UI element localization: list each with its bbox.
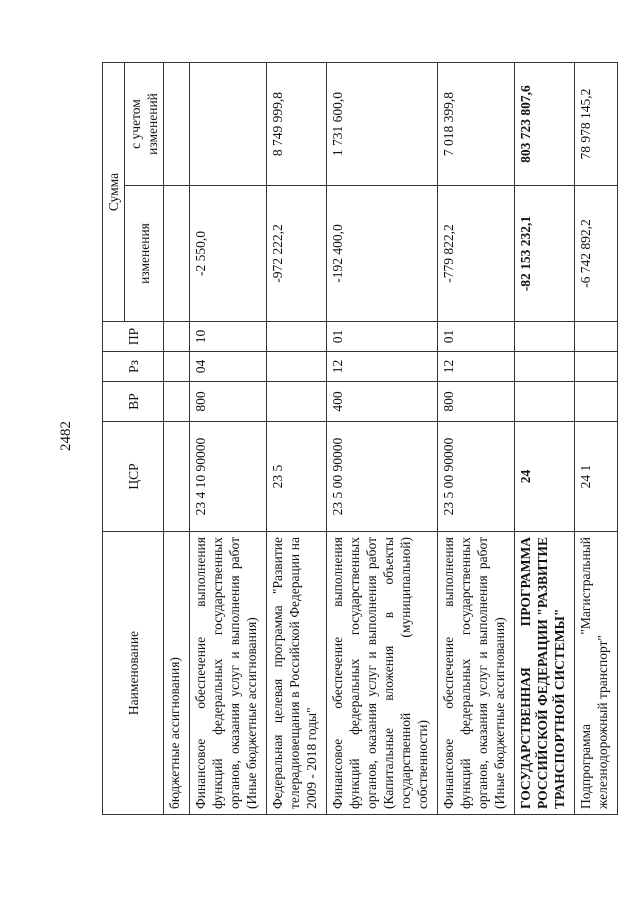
header-with-changes: с учетом изменений	[125, 62, 164, 185]
cell-rz: 04	[190, 352, 267, 382]
cell-pr	[575, 322, 618, 352]
cell-changes: -6 742 892,2	[575, 186, 618, 322]
table-header	[103, 62, 164, 814]
cell-rz	[164, 352, 190, 382]
table-row	[267, 62, 327, 814]
cell-rz: 12	[438, 352, 515, 382]
cell-vr: 400	[327, 382, 438, 422]
cell-name: ГОСУДАРСТВЕННАЯ ПРОГРАММА РОССИЙСКОЙ ФЕДЕРАЦИИ "РАЗВИТИЕ ТРАНСПОРТНОЙ СИСТЕМЫ"	[515, 532, 575, 815]
cell-pr	[515, 322, 575, 352]
cell-csr	[164, 422, 190, 532]
header-rz: Рз	[103, 352, 164, 382]
cell-with-changes: 1 731 600,0	[327, 62, 438, 185]
cell-pr: 10	[190, 322, 267, 352]
cell-csr: 23 5 00 90000	[327, 422, 438, 532]
cell-name: Финансовое обеспечение выполнения функций федеральных государственных органов, оказания услуг и выполнения работ (Иные бюджетные ассигнования)	[438, 532, 515, 815]
cell-csr: 24	[515, 422, 575, 532]
cell-csr: 23 5	[267, 422, 327, 532]
cell-changes: -192 400,0	[327, 186, 438, 322]
cell-vr	[515, 382, 575, 422]
table-row	[327, 62, 438, 814]
cell-with-changes: 7 018 399,8	[438, 62, 515, 185]
cell-with-changes: 78 978 145,2	[575, 62, 618, 185]
cell-pr	[164, 322, 190, 352]
cell-changes: -972 222,2	[267, 186, 327, 322]
cell-csr: 24 1	[575, 422, 618, 532]
table-row	[164, 62, 190, 814]
cell-changes: -779 822,2	[438, 186, 515, 322]
cell-with-changes: 8 749 999,8	[267, 62, 327, 185]
header-changes: изменения	[125, 186, 164, 322]
cell-name: Финансовое обеспечение выполнения функций федеральных государственных органов, оказания услуг и выполнения работ (Иные бюджетные ассигнования)	[190, 532, 267, 815]
cell-with-changes: 803 723 807,6	[515, 62, 575, 185]
cell-pr: 01	[327, 322, 438, 352]
cell-changes	[164, 186, 190, 322]
cell-vr	[575, 382, 618, 422]
cell-rz: 12	[327, 352, 438, 382]
cell-name: Подпрограмма "Магистральный железнодорожный транспорт"	[575, 532, 618, 815]
cell-vr	[164, 382, 190, 422]
table-row	[190, 62, 267, 814]
header-pr: ПР	[103, 322, 164, 352]
cell-name: Федеральная целевая программа "Развитие телерадиовещания в Российской Федерации на 2009 - 2018 годы"	[267, 532, 327, 815]
budget-table	[102, 62, 618, 815]
cell-csr: 23 4 10 90000	[190, 422, 267, 532]
cell-pr	[267, 322, 327, 352]
header-name: Наименование	[103, 532, 164, 815]
cell-with-changes	[164, 62, 190, 185]
cell-changes: -2 550,0	[190, 186, 267, 322]
cell-vr: 800	[438, 382, 515, 422]
table-row	[438, 62, 515, 814]
cell-csr: 23 5 00 90000	[438, 422, 515, 532]
cell-pr: 01	[438, 322, 515, 352]
cell-vr: 800	[190, 382, 267, 422]
table-body	[164, 62, 618, 814]
header-vr: ВР	[103, 382, 164, 422]
cell-vr	[267, 382, 327, 422]
cell-name: бюджетные ассигнования)	[164, 532, 190, 815]
page-number: 2482	[58, 421, 74, 451]
cell-with-changes	[190, 62, 267, 185]
cell-name: Финансовое обеспечение выполнения функций федеральных государственных органов, оказания услуг и выполнения работ (Капитальные вложения в объекты государственной (муниципальной) собственности)	[327, 532, 438, 815]
cell-rz	[267, 352, 327, 382]
header-sum: Сумма	[103, 62, 125, 321]
table-row	[575, 62, 618, 814]
cell-rz	[515, 352, 575, 382]
table-row	[515, 62, 575, 814]
cell-rz	[575, 352, 618, 382]
rotated-table-container	[102, 63, 635, 815]
header-csr: ЦСР	[103, 422, 164, 532]
cell-changes: -82 153 232,1	[515, 186, 575, 322]
